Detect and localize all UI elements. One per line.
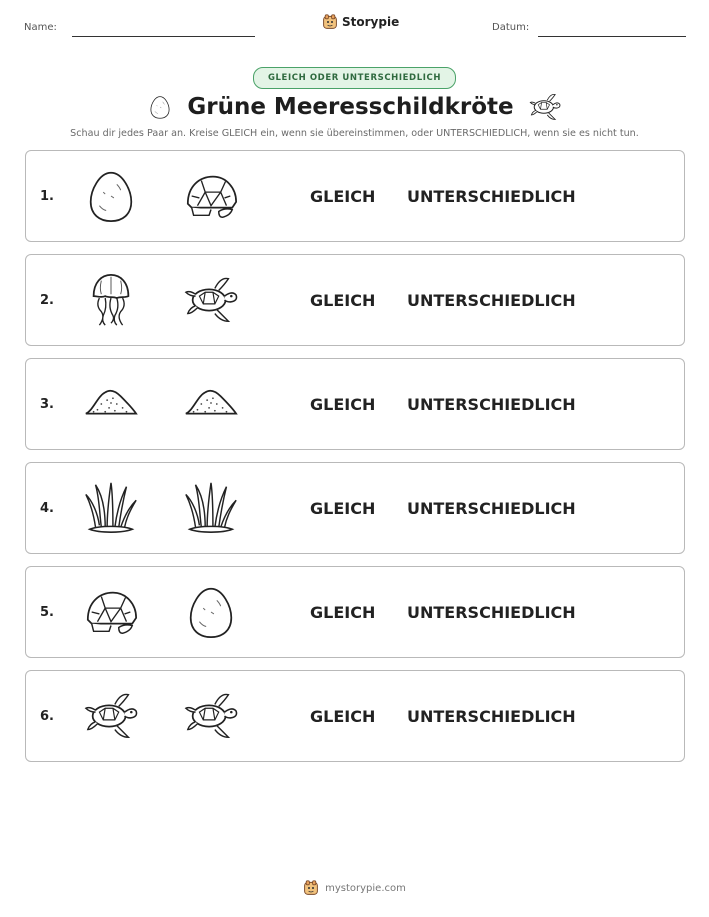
option-unterschiedlich[interactable]: UNTERSCHIEDLICH: [407, 707, 576, 726]
exercise-row: [25, 566, 685, 658]
worksheet-type-badge: GLEICH ODER UNTERSCHIEDLICH: [253, 67, 456, 89]
footer: [0, 880, 709, 896]
seagrass-icon: [182, 479, 240, 537]
row-number: 1.: [40, 189, 54, 204]
option-gleich[interactable]: GLEICH: [310, 291, 376, 310]
sea-turtle-icon: [182, 687, 240, 745]
turtle-shell-icon: [182, 167, 240, 225]
option-unterschiedlich[interactable]: UNTERSCHIEDLICH: [407, 187, 576, 206]
exercise-row: [25, 254, 685, 346]
option-unterschiedlich[interactable]: UNTERSCHIEDLICH: [407, 395, 576, 414]
worksheet-header: [0, 14, 709, 44]
row-number: 4.: [40, 501, 54, 516]
sea-turtle-icon: [182, 271, 240, 329]
brand-name: Storypie: [342, 15, 400, 29]
option-gleich[interactable]: GLEICH: [310, 707, 376, 726]
row-number: 3.: [40, 397, 54, 412]
option-gleich[interactable]: GLEICH: [310, 187, 376, 206]
storypie-logo-icon: [322, 14, 338, 30]
brand: [322, 14, 399, 30]
sea-turtle-icon: [82, 687, 140, 745]
seagrass-icon: [82, 479, 140, 537]
jellyfish-icon: [82, 271, 140, 329]
date-label: Datum:: [492, 22, 530, 33]
option-unterschiedlich[interactable]: UNTERSCHIEDLICH: [407, 499, 576, 518]
option-unterschiedlich[interactable]: UNTERSCHIEDLICH: [407, 291, 576, 310]
storypie-logo-icon: [303, 880, 319, 896]
exercise-row: [25, 358, 685, 450]
name-line[interactable]: [72, 36, 255, 37]
instructions-text: Schau dir jedes Paar an. Kreise GLEICH ein, wenn sie übereinstimmen, oder UNTERSCHIEDLICH, wenn sie es nicht tun.: [70, 128, 639, 139]
row-number: 2.: [40, 293, 54, 308]
page-title: Grüne Meeresschildkröte: [187, 94, 514, 120]
row-number: 6.: [40, 709, 54, 724]
exercise-row: [25, 462, 685, 554]
title-row: [0, 90, 709, 124]
option-gleich[interactable]: GLEICH: [310, 603, 376, 622]
footer-site: mystorypie.com: [325, 882, 406, 894]
exercise-row: [25, 670, 685, 762]
egg-icon: [147, 94, 173, 120]
date-line[interactable]: [538, 36, 686, 37]
name-label: Name:: [24, 22, 57, 33]
sand-pile-icon: [82, 375, 140, 433]
sea-turtle-icon: [528, 90, 562, 124]
row-number: 5.: [40, 605, 54, 620]
option-gleich[interactable]: GLEICH: [310, 499, 376, 518]
option-unterschiedlich[interactable]: UNTERSCHIEDLICH: [407, 603, 576, 622]
exercise-row: [25, 150, 685, 242]
egg-icon: [82, 167, 140, 225]
option-gleich[interactable]: GLEICH: [310, 395, 376, 414]
sand-pile-icon: [182, 375, 240, 433]
turtle-shell-icon: [82, 583, 140, 641]
egg-icon: [182, 583, 240, 641]
